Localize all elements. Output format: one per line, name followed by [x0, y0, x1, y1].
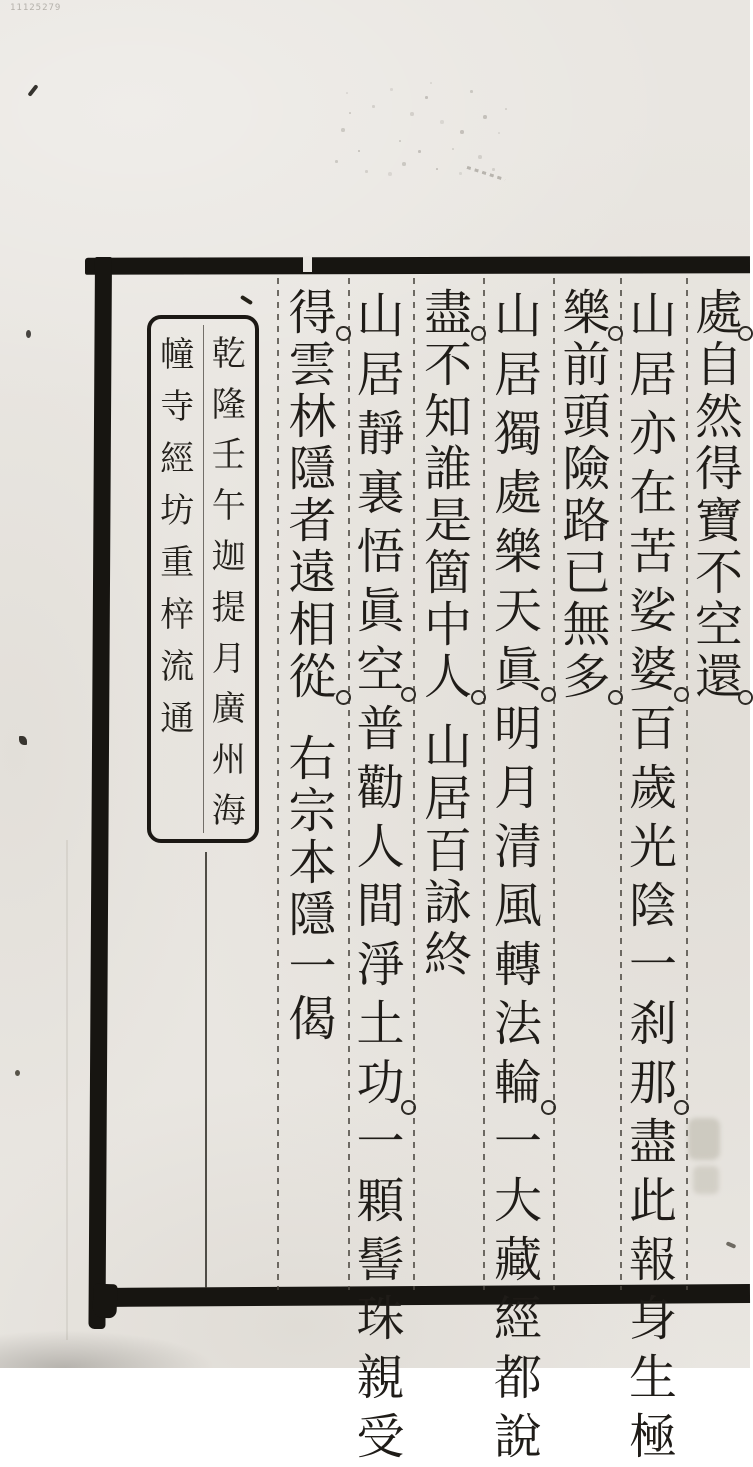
char-cell: 樂 — [553, 282, 620, 334]
char-cell: 者 — [288, 492, 337, 549]
char-cell: 多 — [553, 646, 620, 698]
note-column — [277, 728, 348, 1047]
char-cell: 極 — [628, 1409, 677, 1465]
colophon-char-cell: 通 — [160, 698, 195, 739]
char-cell: 受 — [356, 1409, 405, 1465]
char-cell: 說 — [493, 1409, 542, 1465]
char-cell: 然 — [694, 388, 743, 445]
char-cell: 大 — [493, 1173, 542, 1229]
char-cell: 處 — [688, 282, 750, 334]
margin-speck — [26, 330, 31, 338]
char-cell: 婆 — [620, 636, 686, 695]
colophon-column-rule — [205, 852, 207, 1288]
margin-speck — [15, 1070, 20, 1076]
char-cell: 人 — [413, 646, 483, 698]
colophon-char-cell: 幢 — [160, 334, 195, 375]
char-cell: 親 — [356, 1350, 405, 1406]
char-cell: 普 — [356, 701, 405, 757]
bleedthrough-dot — [436, 168, 438, 170]
char-cell: 處 — [493, 465, 542, 521]
punctuation-circle — [738, 690, 753, 705]
colophon-char-cell: 梓 — [160, 594, 195, 635]
text-column-7 — [277, 282, 348, 1047]
char-cell: 居 — [493, 347, 542, 403]
char-cell: 路 — [562, 492, 611, 549]
char-cell: 空 — [348, 636, 413, 695]
char-cell: 靜 — [356, 406, 405, 462]
punctuation-circle — [608, 690, 623, 705]
colophon-char-cell: 迦 — [211, 537, 246, 578]
char-cell: 清 — [493, 819, 542, 875]
bleedthrough-dot — [372, 105, 375, 108]
char-cell: 一 — [356, 1114, 405, 1170]
char-cell: 土 — [356, 996, 405, 1052]
bleedthrough-dot — [425, 96, 428, 99]
note-char-cell: 百 — [423, 822, 472, 879]
colophon-char-cell: 壬 — [211, 435, 246, 476]
char-cell: 轉 — [493, 937, 542, 993]
bleedthrough-dot — [402, 162, 406, 166]
note-column — [413, 716, 483, 983]
note-char-cell: 一 — [288, 938, 337, 995]
char-cell: 此 — [628, 1173, 677, 1229]
colophon-char-cell: 提 — [211, 587, 246, 628]
colophon-char-cell: 寺 — [160, 386, 195, 427]
char-cell: 裏 — [356, 465, 405, 521]
bleedthrough-dot — [388, 172, 392, 176]
char-cell: 珠 — [356, 1291, 405, 1347]
colophon-char-cell: 重 — [160, 542, 195, 583]
char-cell: 藏 — [493, 1232, 542, 1288]
char-cell: 盡 — [413, 282, 483, 334]
note-char-cell: 偈 — [288, 990, 337, 1047]
char-cell: 勸 — [356, 760, 405, 816]
char-cell: 光 — [628, 819, 677, 875]
char-cell: 居 — [628, 347, 677, 403]
char-cell: 不 — [694, 544, 743, 601]
char-cell: 得 — [277, 282, 348, 334]
punctuation-circle — [336, 690, 351, 705]
char-cell: 歲 — [628, 760, 677, 816]
bleedthrough-dot — [365, 170, 368, 173]
bleedthrough-dot — [459, 172, 462, 175]
text-column-2 — [620, 282, 686, 1465]
colophon-char-cell: 廣 — [211, 689, 246, 730]
char-cell: 悟 — [356, 524, 405, 580]
frame-border-notch — [303, 256, 312, 272]
note-char-cell: 詠 — [423, 874, 472, 931]
char-cell: 娑 — [628, 583, 677, 639]
colophon-char-cell: 海 — [211, 791, 246, 832]
char-cell: 林 — [288, 388, 337, 445]
bleedthrough-dot — [349, 112, 351, 114]
char-cell: 在 — [628, 465, 677, 521]
bleedthrough-dot — [498, 132, 500, 134]
char-cell: 人 — [356, 819, 405, 875]
bleedthrough-dot — [399, 140, 401, 142]
char-cell: 顆 — [356, 1173, 405, 1229]
char-cell: 功 — [348, 1049, 413, 1108]
ink-tick-mark — [240, 295, 253, 305]
char-cell: 那 — [620, 1049, 686, 1108]
char-cell: 隱 — [288, 440, 337, 497]
char-cell: 天 — [493, 583, 542, 639]
bleedthrough-dot — [440, 120, 444, 124]
bleedthrough-dot — [410, 112, 414, 116]
colophon-char-cell: 經 — [160, 438, 195, 479]
char-cell: 苦 — [628, 524, 677, 580]
bleedthrough-dot — [346, 92, 348, 94]
bleedthrough-ghost — [693, 1166, 719, 1194]
text-column-4 — [483, 282, 553, 1465]
bleedthrough-dot — [341, 128, 345, 132]
text-column-6 — [348, 282, 413, 1465]
punctuation-circle — [471, 690, 486, 705]
char-cell: 從 — [277, 646, 348, 698]
char-cell: 誰 — [423, 440, 472, 497]
note-char-cell: 終 — [423, 926, 472, 983]
bleedthrough-dot — [452, 148, 454, 150]
char-cell: 輪 — [483, 1049, 553, 1108]
colophon-char-cell: 隆 — [211, 384, 246, 425]
bleedthrough-dot — [430, 82, 432, 84]
char-cell: 山 — [493, 288, 542, 344]
char-cell: 山 — [356, 288, 405, 344]
bleedthrough-ghost — [688, 1118, 720, 1160]
frame-border-left — [88, 257, 112, 1329]
char-cell: 法 — [493, 996, 542, 1052]
char-cell: 居 — [356, 347, 405, 403]
char-cell: 空 — [694, 596, 743, 653]
bleedthrough-dot — [505, 108, 507, 110]
char-cell: 箇 — [423, 544, 472, 601]
colophon-char-cell: 午 — [211, 486, 246, 527]
char-cell: 險 — [562, 440, 611, 497]
char-cell: 是 — [423, 492, 472, 549]
char-cell: 獨 — [493, 406, 542, 462]
text-column-3 — [553, 282, 620, 705]
bleedthrough-dot — [492, 168, 495, 171]
char-cell: 雲 — [288, 336, 337, 393]
char-cell: 髻 — [356, 1232, 405, 1288]
bleedthrough-dot — [483, 115, 487, 119]
colophon-char-cell: 坊 — [160, 490, 195, 531]
colophon-char-cell: 乾 — [211, 333, 246, 374]
char-cell: 眞 — [356, 583, 405, 639]
char-cell: 明 — [493, 701, 542, 757]
margin-speck — [27, 84, 38, 97]
scan-id-text: 11125279 — [10, 3, 62, 13]
char-cell: 不 — [423, 336, 472, 393]
char-cell: 前 — [562, 336, 611, 393]
colophon-column-2 — [152, 325, 203, 833]
char-cell: 遠 — [288, 544, 337, 601]
char-cell: 都 — [493, 1350, 542, 1406]
bleedthrough-streak — [467, 166, 506, 181]
frame-corner-bottom-left — [92, 1284, 117, 1319]
char-cell: 知 — [423, 388, 472, 445]
note-char-cell: 宗 — [288, 782, 337, 839]
colophon-char-cell: 月 — [211, 638, 246, 679]
frame-border-top — [85, 256, 750, 274]
bleedthrough-dot — [460, 130, 464, 134]
char-cell: 還 — [688, 646, 750, 698]
char-cell: 已 — [562, 544, 611, 601]
char-cell: 盡 — [628, 1114, 677, 1170]
bleedthrough-dot — [335, 160, 338, 163]
char-cell: 經 — [493, 1291, 542, 1347]
colophon-char-cell: 州 — [211, 740, 246, 781]
char-cell: 山 — [628, 288, 677, 344]
char-cell: 亦 — [628, 406, 677, 462]
char-cell: 生 — [628, 1350, 677, 1406]
char-cell: 眞 — [483, 636, 553, 695]
paper-shadow — [0, 1328, 320, 1368]
char-cell: 百 — [628, 701, 677, 757]
colophon-column-1 — [203, 325, 255, 833]
char-cell: 風 — [493, 878, 542, 934]
char-cell: 相 — [288, 596, 337, 653]
char-cell: 間 — [356, 878, 405, 934]
note-char-cell: 居 — [423, 770, 472, 827]
char-cell: 寶 — [694, 492, 743, 549]
char-cell: 無 — [562, 596, 611, 653]
bleedthrough-dot — [478, 155, 482, 159]
char-cell: 身 — [628, 1291, 677, 1347]
margin-speck — [19, 736, 27, 745]
char-cell: 月 — [493, 760, 542, 816]
bleedthrough-dot — [358, 150, 360, 152]
paper-crease — [66, 840, 68, 1340]
char-cell: 報 — [628, 1232, 677, 1288]
char-cell: 淨 — [356, 937, 405, 993]
note-char-cell: 右 — [288, 730, 337, 787]
bleedthrough-dot — [418, 150, 421, 153]
bleedthrough-dot — [470, 90, 473, 93]
char-cell: 頭 — [562, 388, 611, 445]
text-column-1 — [688, 282, 750, 705]
char-cell: 一 — [628, 937, 677, 993]
note-char-cell: 本 — [288, 834, 337, 891]
char-cell: 樂 — [493, 524, 542, 580]
char-cell: 得 — [694, 440, 743, 497]
char-cell: 自 — [694, 336, 743, 393]
colophon-box — [147, 315, 259, 843]
text-column-5 — [413, 282, 483, 983]
char-cell: 中 — [423, 596, 472, 653]
char-cell: 陰 — [628, 878, 677, 934]
bleedthrough-dot — [390, 88, 393, 91]
margin-speck — [726, 1241, 737, 1249]
note-char-cell: 隱 — [288, 886, 337, 943]
char-cell: 刹 — [628, 996, 677, 1052]
colophon-char-cell: 流 — [160, 646, 195, 687]
char-cell: 一 — [493, 1114, 542, 1170]
note-char-cell: 山 — [423, 718, 472, 775]
